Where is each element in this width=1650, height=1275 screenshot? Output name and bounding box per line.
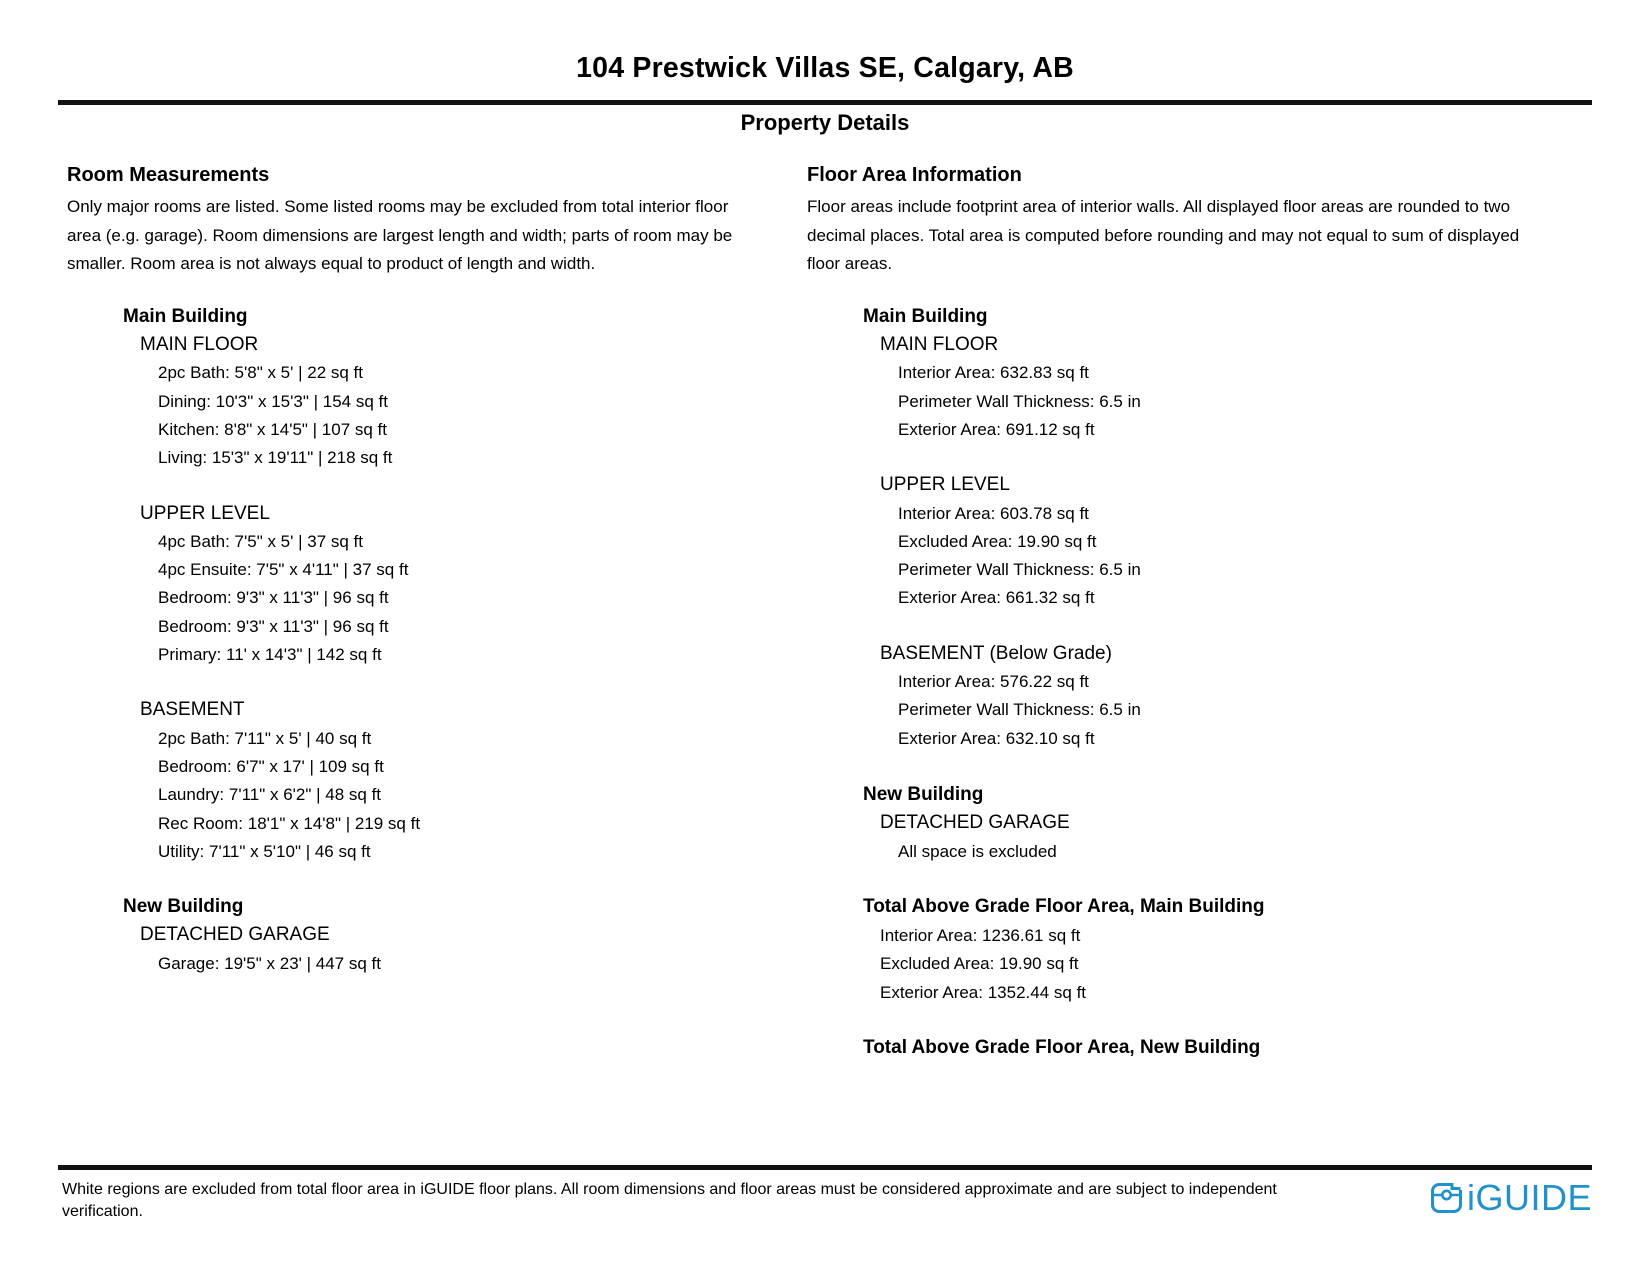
detail-line: Excluded Area: 19.90 sq ft [880,954,1079,974]
room-measurements-list [67,303,798,978]
floor-name: UPPER LEVEL [140,502,270,524]
total-item-group [807,922,1592,1007]
iguide-logo-text: iGUIDE [1466,1176,1592,1218]
floor-area-heading: Floor Area Information [807,164,1022,186]
detail-line: Interior Area: 1236.61 sq ft [880,926,1081,946]
detail-line: Dining: 10'3" x 15'3" | 154 sq ft [158,391,388,411]
detail-line: Exterior Area: 661.32 sq ft [898,588,1095,608]
page-subtitle: Property Details [740,110,910,135]
floor-item-group [67,950,798,978]
detail-line: 4pc Bath: 7'5" x 5' | 37 sq ft [158,531,364,551]
detail-line: Perimeter Wall Thickness: 6.5 in [898,560,1141,580]
room-measurements-section [58,163,798,1089]
floor-name: MAIN FLOOR [140,334,259,356]
detail-line: All space is excluded [898,841,1057,861]
detail-line: Bedroom: 9'3" x 11'3" | 96 sq ft [158,616,389,636]
header-divider [58,100,1592,105]
detail-line: Exterior Area: 632.10 sq ft [898,728,1095,748]
report-header [0,0,1650,136]
total-heading: Total Above Grade Floor Area, New Building [863,1037,1261,1059]
floor-item-group [67,359,798,472]
detail-line: Exterior Area: 1352.44 sq ft [880,982,1087,1002]
detail-line: Interior Area: 576.22 sq ft [898,672,1089,692]
detail-line: Excluded Area: 19.90 sq ft [898,531,1097,551]
page-title: 104 Prestwick Villas SE, Calgary, AB [576,52,1074,84]
floor-name: MAIN FLOOR [880,334,999,356]
iguide-logo [1430,1176,1592,1218]
detail-line: Interior Area: 603.78 sq ft [898,503,1089,523]
floor-item-group [807,838,1592,866]
building-name: Main Building [123,305,248,327]
floor-area-list [807,303,1592,1063]
floor-item-group [67,725,798,866]
floor-item-group [67,528,798,669]
floor-name: DETACHED GARAGE [880,812,1070,834]
building-name: New Building [863,783,984,805]
total-heading: Total Above Grade Floor Area, Main Building [863,895,1265,917]
floor-item-group [807,500,1592,613]
room-measurements-description: Only major rooms are listed. Some listed rooms may be excluded from total interior floor area (e.g. garage). Room dimensions are largest length and width; parts of room may be smaller. Room area is not always equal to product of length and width. [67,197,733,274]
building-name: Main Building [863,305,988,327]
detail-line: Utility: 7'11" x 5'10" | 46 sq ft [158,841,371,861]
building-name: New Building [123,896,244,918]
detail-line: Primary: 11' x 14'3" | 142 sq ft [158,645,382,665]
detail-line: Perimeter Wall Thickness: 6.5 in [898,700,1141,720]
detail-line: Kitchen: 8'8" x 14'5" | 107 sq ft [158,419,388,439]
detail-line: Garage: 19'5" x 23' | 447 sq ft [158,953,381,973]
detail-line: Interior Area: 632.83 sq ft [898,363,1089,383]
content-columns [0,163,1650,1089]
detail-line: 4pc Ensuite: 7'5" x 4'11" | 37 sq ft [158,560,409,580]
floor-name: DETACHED GARAGE [140,924,330,946]
floor-item-group [807,668,1592,753]
room-measurements-heading: Room Measurements [67,164,270,186]
detail-line: Rec Room: 18'1" x 14'8" | 219 sq ft [158,813,421,833]
detail-line: Bedroom: 9'3" x 11'3" | 96 sq ft [158,588,389,608]
report-footer [58,1165,1592,1223]
detail-line: 2pc Bath: 5'8" x 5' | 22 sq ft [158,363,364,383]
detail-line: Perimeter Wall Thickness: 6.5 in [898,391,1141,411]
iguide-camera-icon [1430,1181,1463,1214]
footer-row [58,1176,1592,1223]
detail-line: Bedroom: 6'7" x 17' | 109 sq ft [158,756,384,776]
footer-disclaimer: White regions are excluded from total floor area in iGUIDE floor plans. All room dimensions and floor areas must be considered approximate and are subject to independent verification. [62,1181,1277,1220]
floor-name: BASEMENT [140,699,245,721]
footer-divider [58,1165,1592,1170]
detail-line: Laundry: 7'11" x 6'2" | 48 sq ft [158,785,382,805]
floor-area-section [798,163,1592,1089]
floor-name: BASEMENT (Below Grade) [880,642,1112,664]
floor-item-group [807,359,1592,444]
detail-line: 2pc Bath: 7'11" x 5' | 40 sq ft [158,728,372,748]
detail-line: Living: 15'3" x 19'11" | 218 sq ft [158,448,393,468]
detail-line: Exterior Area: 691.12 sq ft [898,419,1095,439]
floor-name: UPPER LEVEL [880,474,1010,496]
floor-area-description: Floor areas include footprint area of interior walls. All displayed floor areas are rounded to two decimal places. Total area is computed before rounding and may not equal to sum of displayed floor areas. [807,197,1520,274]
